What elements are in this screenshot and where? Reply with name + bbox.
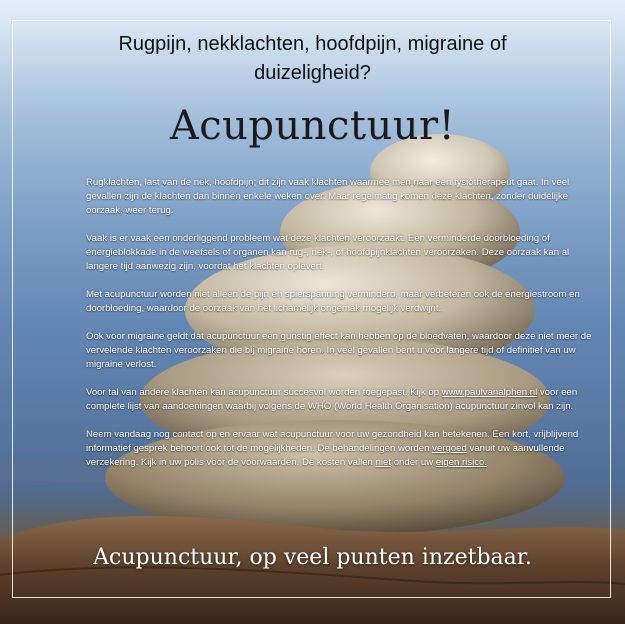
page-title: Acupunctuur! bbox=[169, 103, 456, 149]
body-text bbox=[86, 176, 594, 484]
paragraph-acupuncture-effect: Met acupunctuur worden niet alleen de pijn en spierspanning verminderd, maar verbeteren ook de energiestroom en doorbloeding, waardoor de oorzaak van het lichamelijk ongemak mogelijk verdwijnt. bbox=[86, 289, 580, 314]
paragraph-contact bbox=[86, 428, 594, 470]
underlined-niet: niet bbox=[375, 457, 392, 468]
paragraph-more-info bbox=[86, 386, 594, 414]
paragraph-migraine: Ook voor migraine geldt dat acupunctuur een gunstig effect kan hebben op de bloedvaten, waardoor deze niet meer de vervelende klachten veroorzaken die bij migraine horen. In veel gevallen bent u voor langere tijd of definitief van uw migraine verlost. bbox=[86, 331, 592, 370]
paragraph-complaints: Rugklachten, last van de nek, hoofdpijn; dit zijn vaak klachten waarmee men naar een fysiotherapeut gaat. In veel gevallen zijn de klachten dan binnen enkele weken over. Maar regelmatig komen deze klachten, zonder duidelijke oorzaak, weer terug. bbox=[86, 177, 570, 216]
contact-text-3: onder uw bbox=[391, 457, 436, 468]
headline bbox=[40, 30, 585, 88]
underlined-vergoed: vergoed bbox=[432, 443, 467, 454]
website-link[interactable]: www.paulvanalphen.nl bbox=[441, 387, 538, 398]
contact-text-1: Neem vandaag nog contact op en ervaar wat acupunctuur voor uw gezondheid kan betekenen. Een kort, vrijblijvend informatief gesprek behoort ook tot de mogelijkheden. De behandelingen worden bbox=[86, 429, 579, 454]
headline-line-2: duizeligheid? bbox=[254, 62, 371, 84]
headline-line-1: Rugpijn, nekklachten, hoofdpijn, migraine of bbox=[118, 33, 507, 55]
contact-text-2: vanuit uw aanvullende verzekering. Kijk in uw polis voor de voorwaarden. De kosten vallen bbox=[86, 443, 565, 468]
more-info-text-after: voor een complete lijst van aandoeningen waarbij volgens de WHO (World Health Organisation) acupunctuur zinvol kan zijn. bbox=[86, 387, 578, 412]
underlined-eigen-risico: eigen risico. bbox=[435, 457, 488, 468]
paragraph-underlying-cause: Vaak is er vaak een onderliggend probleem wat deze klachten veroorzaakt. Een verminderde doorbloeding of energieblokkade in de weefsels of organen kan rug-, nek-, of hoofdpijnklachten veroorzaken. Deze oorzaak kan al langere tijd aanwezig zijn, voordat het klachten oplevert. bbox=[86, 233, 570, 272]
tagline: Acupunctuur, op veel punten inzetbaar. bbox=[93, 545, 532, 570]
more-info-text-before: Voor tal van andere klachten kan acupunctuur succesvol worden toegepast. Kijk op bbox=[86, 387, 442, 398]
